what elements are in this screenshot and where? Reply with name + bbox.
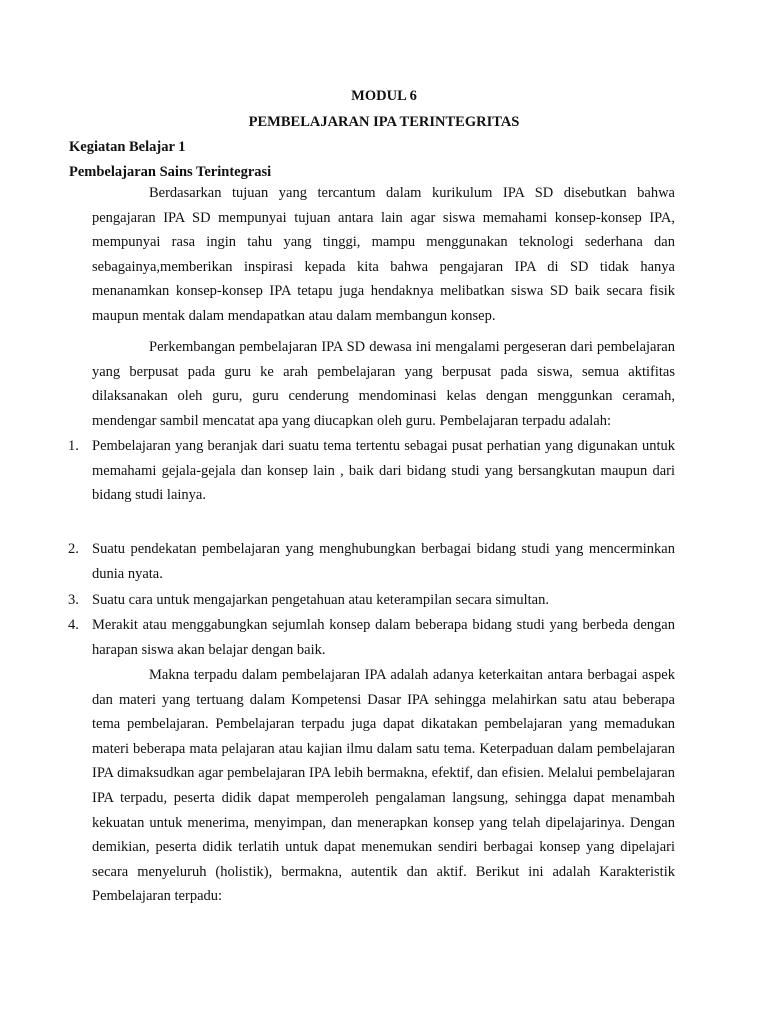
- list-item-number: 4.: [68, 617, 79, 633]
- list-item-number: 2.: [68, 541, 79, 557]
- main-title: PEMBELAJARAN IPA TERINTEGRITAS: [248, 114, 520, 130]
- list-item-text: Pembelajaran yang beranjak dari suatu tema tertentu sebagai pusat perhatian yang digunakan untuk memahami gejala-gejala dan konsep lain , baik dari bidang studi yang bersangkutan maupun dari bidang studi lainya.: [92, 438, 675, 504]
- list-item-text: Suatu pendekatan pembelajaran yang menghubungkan berbagai bidang studi yang mencerminkan dunia nyata.: [92, 541, 675, 582]
- section-heading: Pembelajaran Sains Terintegrasi: [69, 164, 272, 180]
- paragraph-objectives: Berdasarkan tujuan yang tercantum dalam kurikulum IPA SD disebutkan bahwa pengajaran IPA SD mempunyai tujuan antara lain agar siswa memahami konsep-konsep IPA, mempunyai rasa ingin tahu yang tinggi, mampu menggunakan teknologi sederhana dan sebagainya,memberikan inspirasi kepada kita bahwa pengajaran IPA di SD tidak hanya menanamkan konsep-konsep IPA tetapu juga hendaknya melibatkan siswa SD baik secara fisik maupun mentak dalam mendapatkan atau dalam membangun konsep.: [92, 185, 675, 324]
- module-title: MODUL 6: [351, 88, 417, 104]
- list-item: [68, 588, 675, 613]
- paragraph-development: Perkembangan pembelajaran IPA SD dewasa ini mengalami pergeseran dari pembelajaran yang berpusat pada guru ke arah pembelajaran yang berpusat pada siswa, semua aktifitas dilaksanakan oleh guru, guru cenderung mendominasi kelas dengan menggunkan ceramah, mendengar sambil mencatat apa yang diucapkan oleh guru. Pembelajaran terpadu adalah:: [92, 339, 675, 429]
- paragraph-integrated-meaning: Makna terpadu dalam pembelajaran IPA adalah adanya keterkaitan antara berbagai aspek dan materi yang tertuang dalam Kompetensi Dasar IPA sehingga melahirkan satu atau beberapa tema pembelajaran. Pembelajaran terpadu juga dapat dikatakan pembelajaran yang memadukan materi beberapa mata pelajaran atau kajian ilmu dalam satu tema. Keterpaduan dalam pembelajaran IPA dimaksudkan agar pembelajaran IPA lebih bermakna, efektif, dan efisien. Melalui pembelajaran IPA terpadu, peserta didik dapat memperoleh pengalaman langsung, sehingga dapat menambah kekuatan untuk menerima, menyimpan, dan menerapkan konsep yang telah dipelajarinya. Dengan demikian, peserta didik terlatih untuk dapat menemukan sendiri berbagai konsep yang dipelajari secara menyeluruh (holistik), bermakna, autentik dan aktif. Berikut ini adalah Karakteristik Pembelajaran terpadu:: [92, 667, 675, 905]
- list-item: [68, 434, 675, 508]
- activity-heading: Kegiatan Belajar 1: [69, 139, 186, 155]
- list-item: [68, 613, 675, 662]
- list-item: [68, 537, 675, 586]
- list-item-text: Merakit atau menggabungkan sejumlah konsep dalam beberapa bidang studi yang berbeda dengan harapan siswa akan belajar dengan baik.: [92, 617, 675, 658]
- list-item-number: 1.: [68, 438, 79, 454]
- list-item-text: Suatu cara untuk mengajarkan pengetahuan atau keterampilan secara simultan.: [92, 592, 549, 608]
- list-item-number: 3.: [68, 592, 79, 608]
